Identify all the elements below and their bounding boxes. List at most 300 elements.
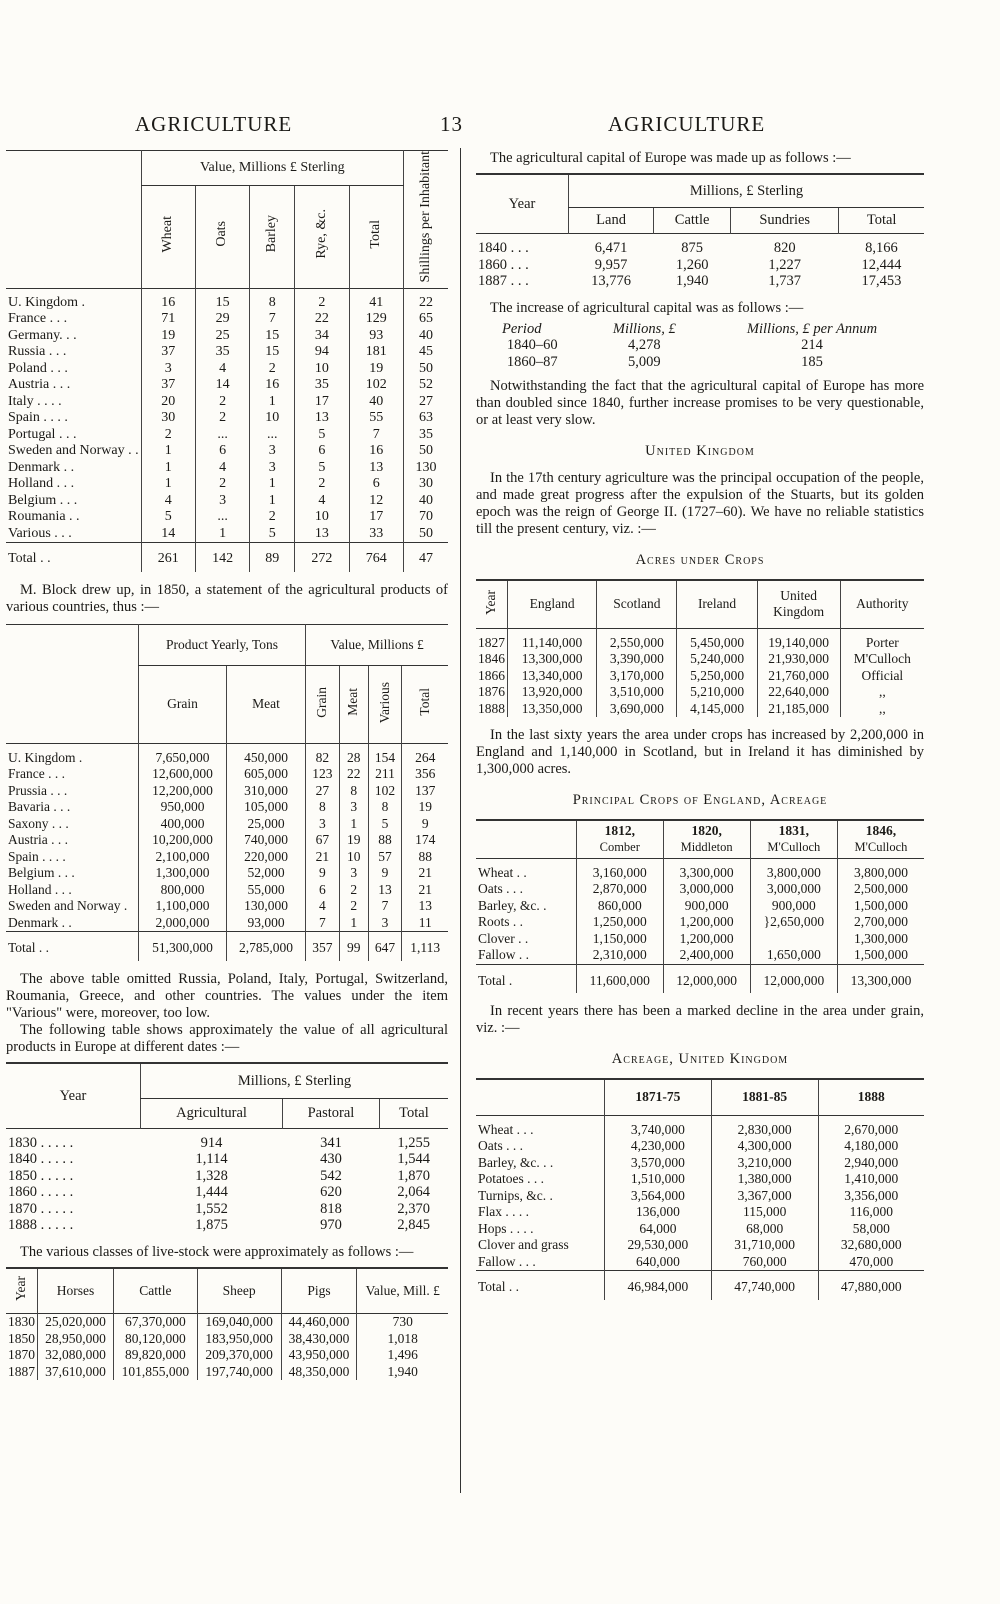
- table-cell: 22,640,000: [757, 684, 840, 701]
- table-cell: 3,170,000: [597, 668, 677, 685]
- table-cell: Italy . . . .: [8, 393, 62, 409]
- table-row: [6, 1184, 448, 1201]
- table-cell: Wheat . . .: [478, 1121, 534, 1137]
- table-cell: ...: [195, 509, 249, 526]
- table-cell: 3,800,000: [750, 858, 837, 881]
- t8-author: M'Culloch: [767, 840, 821, 855]
- table-row: [6, 328, 448, 345]
- table-cell: 1: [339, 816, 368, 833]
- table-row: [476, 273, 924, 290]
- table-cell: 3: [368, 915, 402, 932]
- table-cell: 183,950,000: [197, 1331, 281, 1348]
- table-cell: 5,250,000: [677, 668, 757, 685]
- table-cell: 93: [349, 328, 403, 345]
- t3-col-header: Pastoral: [283, 1098, 380, 1128]
- table-cell: 1,328: [195, 1167, 228, 1184]
- table-cell: 470,000: [818, 1254, 924, 1271]
- table-cell: 31,710,000: [711, 1237, 818, 1254]
- table-acres-under-crops: [476, 579, 924, 717]
- table-europe-value: [6, 1062, 448, 1234]
- table-cell: 7: [349, 427, 403, 444]
- t3-group-header: Millions, £ Sterling: [141, 1063, 449, 1099]
- table-cell: 35: [295, 377, 349, 394]
- table-row: [6, 493, 448, 510]
- table-cell: 1846: [478, 651, 505, 666]
- table-row: [6, 410, 448, 427]
- table-cell: 4: [141, 493, 195, 510]
- table-cell: 13: [349, 460, 403, 477]
- table-cell: 47: [404, 543, 449, 572]
- table-cell: 40: [404, 328, 449, 345]
- table-cell: 115,000: [711, 1204, 818, 1221]
- table-cell: 1,496: [357, 1347, 448, 1364]
- table-cell: 1,300,000: [139, 865, 227, 882]
- table-cell: 6,471: [594, 240, 628, 256]
- table-row: [6, 816, 448, 833]
- table-cell: 740,000: [227, 832, 306, 849]
- table-acreage-uk: [476, 1078, 924, 1300]
- table-row: [476, 881, 924, 898]
- table-cell: 4,180,000: [818, 1138, 924, 1155]
- table-cell: 341: [320, 1134, 342, 1151]
- table-cell: 67,370,000: [113, 1314, 197, 1331]
- table-cell: 2,500,000: [837, 881, 924, 898]
- table-cell: 25,020,000: [38, 1314, 114, 1331]
- t5-col-header: Total: [839, 208, 924, 234]
- table-cell: Various . . .: [8, 525, 72, 541]
- table-cell: 4,300,000: [711, 1138, 818, 1155]
- t5-col-header: Cattle: [654, 208, 731, 234]
- paragraph: The above table omitted Russia, Poland, Italy, Portugal, Switzerland, Roumania, Greece, and other countries. The values under the item "Various" were, moreover, too low.: [6, 970, 448, 1021]
- t8-author: Middleton: [680, 840, 733, 855]
- table-row: [6, 743, 448, 766]
- table-cell: Denmark . .: [8, 459, 75, 475]
- paragraph: M. Block drew up, in 1850, a statement of the agricultural products of various countries, thus :—: [6, 581, 448, 615]
- table-cell: 1,113: [402, 932, 448, 961]
- table-cell: 8,166: [865, 240, 898, 256]
- table-cell: 5: [295, 427, 349, 444]
- table-cell: 640,000: [605, 1254, 712, 1271]
- table-cell: M'Culloch: [840, 651, 924, 668]
- table-cell: 310,000: [227, 783, 306, 800]
- table-cell: 129: [349, 311, 403, 328]
- t4-body: [6, 1314, 448, 1381]
- table-cell: 8: [250, 288, 295, 311]
- table-row: [6, 1168, 448, 1185]
- table-cell: 5: [141, 509, 195, 526]
- table-cell: 8: [339, 783, 368, 800]
- table-cell: Clover . .: [478, 930, 529, 946]
- table-cell: 40: [404, 493, 449, 510]
- table-cell: 3,160,000: [577, 858, 664, 881]
- table-cell: 12,444: [861, 256, 902, 273]
- t1-body: [6, 288, 448, 572]
- table-row: [476, 1115, 924, 1138]
- table-cell: 3: [250, 443, 295, 460]
- table-row: [6, 311, 448, 328]
- table-cell: 11: [402, 915, 448, 932]
- table-cell: 12,200,000: [139, 783, 227, 800]
- table-cell: 22: [404, 288, 449, 311]
- table-cell: 1: [250, 493, 295, 510]
- table-row: [6, 783, 448, 800]
- table-cell: Hops . . . .: [478, 1220, 534, 1236]
- table-cell: 3,000,000: [663, 881, 750, 898]
- table-cell: 137: [402, 783, 448, 800]
- table-cell: 51,300,000: [139, 932, 227, 961]
- table-cell: 764: [349, 543, 403, 572]
- table-cell: 970: [320, 1217, 342, 1234]
- table-cell: 1,260: [675, 256, 709, 273]
- running-head-right: AGRICULTURE: [608, 112, 766, 136]
- table-cell: Total .: [478, 972, 513, 988]
- table-row: [476, 947, 924, 964]
- table-cell: 21,760,000: [757, 668, 840, 685]
- table-cell: 2: [339, 898, 368, 915]
- table-cell: 13,350,000: [508, 701, 597, 718]
- table-row: [6, 832, 448, 849]
- table-cell: 28: [339, 743, 368, 766]
- t3-body: [6, 1128, 448, 1234]
- table-cell: 900,000: [750, 898, 837, 915]
- table-cell: 19: [141, 328, 195, 345]
- t7-col-header: England: [508, 580, 597, 628]
- t2-col-header: Total: [416, 688, 432, 716]
- table-cell: Total . .: [8, 940, 50, 956]
- table-cell: 4,278: [627, 337, 661, 353]
- table-cell: 40: [349, 394, 403, 411]
- table-cell: 88: [368, 832, 402, 849]
- table-row: [6, 766, 448, 783]
- table-cell: 1,544: [397, 1151, 430, 1168]
- table-cell: Flax . . . .: [478, 1204, 530, 1219]
- table-row: [6, 1314, 448, 1331]
- table-cell: 35: [404, 427, 449, 444]
- table-cell: 1888: [478, 700, 505, 716]
- table-cell: 5,450,000: [677, 628, 757, 651]
- table-cell: 169,040,000: [197, 1314, 281, 1331]
- table-cell: 11,600,000: [577, 964, 664, 993]
- table-cell: 3,000,000: [750, 881, 837, 898]
- total-row: [6, 543, 448, 572]
- table-cell: 430: [320, 1151, 342, 1168]
- table-row: [6, 1331, 448, 1348]
- table-cell: 950,000: [139, 799, 227, 816]
- t3-col-header: Agricultural: [141, 1098, 283, 1128]
- table-livestock: [6, 1267, 448, 1381]
- table-row: [476, 914, 924, 931]
- table-cell: 45: [404, 344, 449, 361]
- table-row: [6, 526, 448, 543]
- t6-col-header: Period: [502, 320, 542, 337]
- table-row: [6, 799, 448, 816]
- table-cell: 9: [402, 816, 448, 833]
- table-cell: 6: [195, 443, 249, 460]
- table-row: [6, 849, 448, 866]
- table-cell: 35: [195, 344, 249, 361]
- table-cell: 264: [402, 743, 448, 766]
- table-cell: 52: [404, 377, 449, 394]
- t4-col-header: Sheep: [197, 1268, 281, 1314]
- table-cell: 2: [195, 476, 249, 493]
- table-cell: 1: [250, 476, 295, 493]
- table-cell: 356: [402, 766, 448, 783]
- paragraph: The various classes of live-stock were approximately as follows :—: [20, 1243, 414, 1260]
- table-row: [6, 882, 448, 899]
- t2-col-header: Grain: [139, 665, 227, 743]
- table-row: [6, 1151, 448, 1168]
- table-cell: 10: [295, 509, 349, 526]
- table-cell: 1: [141, 443, 195, 460]
- paragraph: In the last sixty years the area under crops has increased by 2,200,000 in England and 1,140,000 in Scotland, but in Ireland it has diminished by 1,300,000 acres.: [476, 727, 924, 777]
- t5-year-header: Year: [508, 195, 536, 212]
- table-cell: 67: [306, 832, 340, 849]
- t8-year: 1846,: [865, 822, 897, 838]
- table-capital-increase: [476, 321, 924, 371]
- table-cell: 16: [141, 288, 195, 311]
- table-cell: 142: [195, 543, 249, 572]
- table-cell: 914: [200, 1134, 223, 1151]
- table-cell: 65: [404, 311, 449, 328]
- table-cell: 7: [368, 898, 402, 915]
- table-cell: 800,000: [139, 882, 227, 899]
- table-cell: 89,820,000: [113, 1347, 197, 1364]
- table-cell: 1,300,000: [837, 931, 924, 948]
- table-cell: 15: [195, 288, 249, 311]
- table-cell: France . . .: [8, 311, 68, 327]
- table-row: [476, 931, 924, 948]
- t7-col-header: Year: [483, 589, 499, 615]
- table-cell: 52,000: [227, 865, 306, 882]
- table-cell: 1870 . . . . .: [8, 1200, 74, 1217]
- table-row: [6, 476, 448, 493]
- table-cell: 46,984,000: [605, 1271, 712, 1300]
- table-row: [6, 1128, 448, 1151]
- table-cell: 2: [339, 882, 368, 899]
- table-cell: 820: [773, 240, 796, 256]
- t6-body: [476, 337, 924, 370]
- table-cell: 2: [195, 410, 249, 427]
- t2-group-1: Product Yearly, Tons: [139, 624, 306, 665]
- table-cell: 37: [141, 377, 195, 394]
- table-row: [6, 865, 448, 882]
- table-cell: 12,000,000: [663, 964, 750, 993]
- table-cell: 1: [339, 915, 368, 932]
- table-cell: 3,800,000: [837, 858, 924, 881]
- paragraph: The agricultural capital of Europe was made up as follows :—: [490, 150, 851, 166]
- table-cell: 17,453: [861, 273, 902, 289]
- table-cell: 2,670,000: [818, 1115, 924, 1138]
- table-cell: 1887 . . .: [478, 273, 529, 289]
- paragraph: In the 17th century agriculture was the principal occupation of the people, and made great progress after the expulsion of the Stuarts, but its golden epoch was the reign of George II. (1727–60). We have no reliable statistics till the present century, viz. :—: [476, 470, 924, 537]
- table-cell: 6: [295, 443, 349, 460]
- column-divider: [460, 148, 461, 1493]
- table-cell: 1876: [478, 684, 505, 699]
- total-row: [6, 932, 448, 961]
- left-column: [6, 150, 448, 1380]
- t8-author: Comber: [599, 840, 640, 855]
- table-cell: 27: [404, 394, 449, 411]
- table-cell: Clover and grass: [478, 1237, 569, 1252]
- section-heading: Acreage, United Kingdom: [611, 1051, 789, 1067]
- table-cell: 29: [195, 311, 249, 328]
- table-cell: 82: [306, 743, 340, 766]
- table-cell: 1888 . . . . .: [8, 1217, 74, 1234]
- table-cell: 25: [195, 328, 249, 345]
- paragraph: The following table shows approximately the value of all agricultural products in Europe at different dates :—: [6, 1021, 448, 1055]
- table-cell: 1860 . . .: [478, 256, 529, 273]
- table-cell: 32,080,000: [38, 1347, 114, 1364]
- table-cell: 4: [195, 460, 249, 477]
- table-cell: 875: [681, 240, 703, 256]
- table-cell: Holland . . .: [8, 476, 75, 492]
- table-cell: 101,855,000: [113, 1364, 197, 1381]
- table-cell: 1830 . . . . .: [8, 1134, 74, 1151]
- table-cell: Sweden and Norway . .: [8, 443, 139, 459]
- t4-col-header: Year: [13, 1276, 29, 1302]
- table-cell: 3,690,000: [597, 701, 677, 718]
- table-cell: 55,000: [227, 882, 306, 899]
- table-cell: ,,: [840, 684, 924, 701]
- table-cell: 1: [141, 460, 195, 477]
- table-row: [476, 234, 924, 257]
- table-cell: 1,870: [397, 1167, 430, 1184]
- table-cell: 17: [349, 509, 403, 526]
- table-cell: 1840–60: [506, 337, 558, 353]
- table-cell: 154: [368, 743, 402, 766]
- table-cell: 37,610,000: [38, 1364, 114, 1381]
- table-row: [476, 257, 924, 274]
- total-row: [476, 964, 924, 993]
- table-cell: France . . .: [8, 766, 65, 782]
- table-cell: Total . .: [8, 551, 51, 567]
- table-cell: 1,875: [195, 1217, 228, 1234]
- t8-year: 1831,: [778, 822, 810, 838]
- table-cell: 44,460,000: [281, 1314, 357, 1331]
- table-cell: 9,957: [594, 256, 628, 273]
- table-cell: 620: [320, 1184, 342, 1201]
- table-value-by-country: [6, 150, 448, 572]
- table-cell: 50: [404, 526, 449, 543]
- t2-body: [6, 743, 448, 961]
- table-cell: 1,500,000: [837, 898, 924, 915]
- table-cell: 4: [195, 361, 249, 378]
- table-cell: 105,000: [227, 799, 306, 816]
- table-cell: 2: [295, 288, 349, 311]
- table-cell: 1,200,000: [663, 931, 750, 948]
- table-cell: 1,500,000: [837, 947, 924, 964]
- table-agri-capital: [476, 173, 924, 290]
- table-cell: Official: [840, 668, 924, 685]
- table-row: [6, 344, 448, 361]
- table-row: [6, 460, 448, 477]
- table-cell: 1840 . . .: [478, 240, 529, 256]
- table-row: [476, 1171, 924, 1188]
- t5-body: [476, 234, 924, 290]
- t1-col-header: Oats: [214, 221, 230, 247]
- table-cell: 30: [404, 476, 449, 493]
- table-cell: 3,740,000: [605, 1115, 712, 1138]
- table-cell: 1,380,000: [711, 1171, 818, 1188]
- table-row: [6, 1217, 448, 1234]
- table-cell: Austria . . .: [8, 377, 71, 393]
- table-cell: 6: [349, 476, 403, 493]
- table-cell: 116,000: [818, 1204, 924, 1221]
- table-cell: Russia . . .: [8, 344, 67, 360]
- table-cell: 13,300,000: [508, 651, 597, 668]
- table-cell: 5,210,000: [677, 684, 757, 701]
- table-cell: 1870: [8, 1347, 35, 1363]
- table-cell: 5: [295, 460, 349, 477]
- t8-year: 1812,: [604, 822, 635, 838]
- table-cell: 7: [250, 311, 295, 328]
- table-cell: 1,250,000: [577, 914, 664, 931]
- table-cell: 13,300,000: [837, 964, 924, 993]
- table-cell: 1850: [8, 1330, 35, 1346]
- table-cell: Austria . . .: [8, 832, 68, 848]
- table-cell: 12: [349, 493, 403, 510]
- table-cell: Barley, &c. . .: [478, 1154, 554, 1170]
- table-row: [476, 1237, 924, 1254]
- table-cell: Belgium . . .: [8, 865, 75, 881]
- table-cell: 542: [320, 1167, 342, 1184]
- table-cell: Oats . . .: [478, 1138, 523, 1153]
- table-cell: 3,564,000: [605, 1188, 712, 1205]
- table-cell: 21,185,000: [757, 701, 840, 718]
- table-cell: 2,100,000: [139, 849, 227, 866]
- table-cell: 181: [349, 344, 403, 361]
- table-cell: 1850 . . . . .: [8, 1167, 74, 1184]
- table-row: [476, 1188, 924, 1205]
- table-cell: 19: [402, 799, 448, 816]
- paragraph: Notwithstanding the fact that the agricultural capital of Europe has more than doubled since 1840, further increase promises to be very questionable, or at least very slow.: [476, 378, 924, 428]
- table-cell: 130,000: [227, 898, 306, 915]
- table-cell: 900,000: [663, 898, 750, 915]
- t5-group-header: Millions, £ Sterling: [569, 174, 925, 208]
- table-cell: 136,000: [605, 1204, 712, 1221]
- table-cell: 2,550,000: [597, 628, 677, 651]
- t7-body: [476, 628, 924, 717]
- table-cell: 41: [349, 288, 403, 311]
- table-cell: Porter: [840, 628, 924, 651]
- table-cell: 13: [295, 410, 349, 427]
- t7-col-header: United Kingdom: [757, 580, 840, 628]
- table-cell: 13,920,000: [508, 684, 597, 701]
- table-cell: 71: [141, 311, 195, 328]
- table-cell: Bavaria . . .: [8, 799, 71, 815]
- table-cell: 9: [306, 865, 340, 882]
- table-cell: 1,552: [195, 1200, 228, 1217]
- table-cell: 30: [141, 410, 195, 427]
- table-row: [476, 684, 924, 701]
- table-cell: 27: [306, 783, 340, 800]
- table-cell: 10: [250, 410, 295, 427]
- table-row: [6, 288, 448, 311]
- table-cell: 21,930,000: [757, 651, 840, 668]
- table-cell: 25,000: [227, 816, 306, 833]
- table-cell: 3: [339, 799, 368, 816]
- table-cell: ...: [195, 427, 249, 444]
- table-cell: 1,940: [675, 273, 709, 289]
- table-cell: 197,740,000: [197, 1364, 281, 1381]
- table-cell: Belgium . . .: [8, 492, 78, 508]
- table-cell: 2,845: [397, 1217, 430, 1234]
- table-cell: 8: [306, 799, 340, 816]
- table-row: [476, 651, 924, 668]
- table-row: [6, 898, 448, 915]
- table-cell: U. Kingdom .: [8, 294, 85, 310]
- t1-col-header: Wheat: [160, 215, 176, 253]
